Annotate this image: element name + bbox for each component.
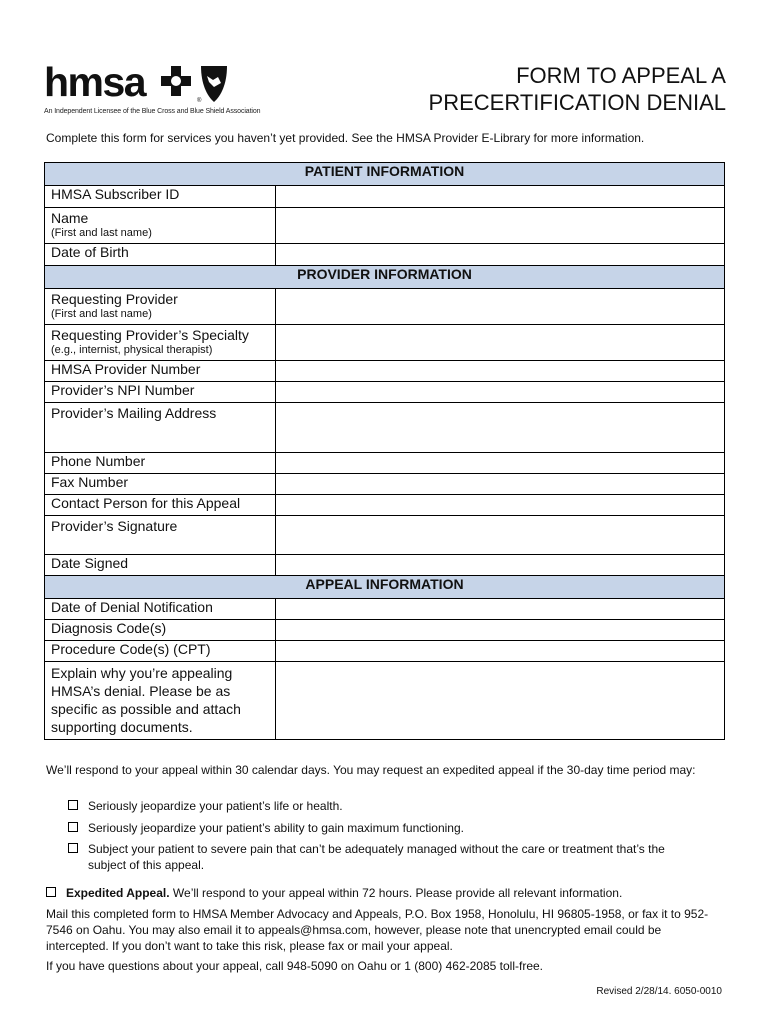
- date-of-birth-field[interactable]: [276, 244, 725, 266]
- appeal-form-table: [44, 162, 725, 740]
- condition-item: [68, 798, 708, 814]
- label-text: Requesting Provider’s Specialty: [51, 327, 249, 343]
- label-text: HMSA Provider Number: [51, 361, 201, 377]
- label-text: Phone Number: [51, 453, 146, 469]
- condition-text: Seriously jeopardize your patient’s ability to gain maximum functioning.: [88, 821, 464, 835]
- row-label: [45, 641, 276, 662]
- label-text: Provider’s Mailing Address: [51, 405, 217, 421]
- table-row: [45, 325, 725, 361]
- table-row: [45, 208, 725, 244]
- blue-cross-blue-shield-icon: [159, 64, 234, 106]
- revision-note: Revised 2/28/14. 6050-0010: [596, 986, 722, 997]
- row-label: [45, 289, 276, 325]
- section-header-patient: [45, 163, 725, 186]
- table-row: [45, 244, 725, 266]
- condition-item: [68, 841, 708, 873]
- condition-text: Subject your patient to severe pain that can’t be adequately managed without the care or treatment that’s the subject of this appeal.: [88, 842, 665, 872]
- procedure-codes-field[interactable]: [276, 641, 725, 662]
- patient-name-field[interactable]: [276, 208, 725, 244]
- expedited-text: We’ll respond to your appeal within 72 hours. Please provide all relevant information.: [169, 886, 623, 900]
- table-row: [45, 186, 725, 208]
- expedited-appeal: [46, 885, 726, 901]
- npi-number-field[interactable]: [276, 382, 725, 403]
- label-text: Name: [51, 210, 89, 226]
- section-header-appeal: [45, 576, 725, 599]
- row-label: [45, 244, 276, 266]
- label-text: Fax Number: [51, 474, 129, 490]
- label-text: Explain why you’re appealing HMSA’s denial. Please be as specific as possible and attach supporting documents.: [51, 665, 241, 735]
- appeal-explanation-field[interactable]: [276, 662, 725, 740]
- checkbox-life-health[interactable]: [68, 800, 78, 810]
- row-label: [45, 516, 276, 555]
- contact-person-field[interactable]: [276, 495, 725, 516]
- row-label: [45, 662, 276, 740]
- section-header-provider: [45, 266, 725, 289]
- row-label: [45, 555, 276, 576]
- label-text: HMSA Subscriber ID: [51, 186, 180, 202]
- label-subtext: (First and last name): [51, 227, 152, 239]
- svg-text:®: ®: [197, 98, 202, 104]
- table-row: [45, 361, 725, 382]
- condition-text: Seriously jeopardize your patient’s life or health.: [88, 799, 343, 813]
- label-subtext: (First and last name): [51, 308, 152, 320]
- table-row: [45, 662, 725, 740]
- fax-number-field[interactable]: [276, 474, 725, 495]
- subscriber-id-field[interactable]: [276, 186, 725, 208]
- label-text: Date Signed: [51, 555, 129, 571]
- section-title: PATIENT INFORMATION: [45, 163, 725, 186]
- label-text: Requesting Provider: [51, 291, 178, 307]
- title-line-2: PRECERTIFICATION DENIAL: [428, 90, 726, 115]
- label-text: Date of Birth: [51, 244, 129, 260]
- section-title: PROVIDER INFORMATION: [45, 266, 725, 289]
- table-row: [45, 641, 725, 662]
- respond-text: We’ll respond to your appeal within 30 calendar days. You may request an expedited appeal if the 30-day time period may:: [46, 763, 696, 777]
- checkbox-maximum-functioning[interactable]: [68, 822, 78, 832]
- row-label: [45, 620, 276, 641]
- table-row: [45, 289, 725, 325]
- form-title: [429, 62, 726, 116]
- row-label: [45, 403, 276, 453]
- label-text: Contact Person for this Appeal: [51, 495, 241, 511]
- row-label: [45, 208, 276, 244]
- condition-item: [68, 820, 708, 836]
- checkbox-expedited-appeal[interactable]: [46, 887, 56, 897]
- mail-instructions: Mail this completed form to HMSA Member Advocacy and Appeals, P.O. Box 1958, Honolulu, HI 96805-1958, or fax it to 952-7546 on Oahu. You may also email it to appeals@hmsa.com, however, please note that unencrypted email could be intercepted. If you don’t want to take this risk, please fax or mail your appeal.: [46, 907, 709, 953]
- intro-text: Complete this form for services you haven’t yet provided. See the HMSA Provider E-Library for more information.: [46, 131, 645, 145]
- table-row: [45, 599, 725, 620]
- denial-notification-date-field[interactable]: [276, 599, 725, 620]
- title-line-1: FORM TO APPEAL A: [516, 63, 726, 88]
- requesting-provider-field[interactable]: [276, 289, 725, 325]
- label-text: Provider’s Signature: [51, 518, 178, 534]
- row-label: [45, 474, 276, 495]
- provider-number-field[interactable]: [276, 361, 725, 382]
- label-text: Date of Denial Notification: [51, 599, 213, 615]
- table-row: [45, 382, 725, 403]
- table-row: [45, 474, 725, 495]
- date-signed-field[interactable]: [276, 555, 725, 576]
- logo-tagline: An Independent Licensee of the Blue Cross and Blue Shield Association: [44, 108, 261, 115]
- checkbox-severe-pain[interactable]: [68, 843, 78, 853]
- row-label: [45, 453, 276, 474]
- section-title: APPEAL INFORMATION: [45, 576, 725, 599]
- table-row: [45, 453, 725, 474]
- table-row: [45, 495, 725, 516]
- row-label: [45, 361, 276, 382]
- row-label: [45, 495, 276, 516]
- row-label: [45, 186, 276, 208]
- table-row: [45, 620, 725, 641]
- row-label: [45, 382, 276, 403]
- mailing-address-field[interactable]: [276, 403, 725, 453]
- table-row: [45, 555, 725, 576]
- row-label: [45, 325, 276, 361]
- diagnosis-codes-field[interactable]: [276, 620, 725, 641]
- table-row: [45, 516, 725, 555]
- questions-text: If you have questions about your appeal, call 948-5090 on Oahu or 1 (800) 462-2085 toll-free.: [46, 959, 543, 973]
- label-text: Provider’s NPI Number: [51, 382, 195, 398]
- provider-specialty-field[interactable]: [276, 325, 725, 361]
- label-text: Diagnosis Code(s): [51, 620, 167, 636]
- label-text: Procedure Code(s) (CPT): [51, 641, 211, 657]
- provider-signature-field[interactable]: [276, 516, 725, 555]
- phone-number-field[interactable]: [276, 453, 725, 474]
- table-row: [45, 403, 725, 453]
- expedited-label: Expedited Appeal.: [66, 886, 170, 900]
- label-subtext: (e.g., internist, physical therapist): [51, 344, 213, 356]
- logo-wordmark: hmsa: [44, 59, 146, 105]
- hmsa-logo: [44, 59, 261, 122]
- row-label: [45, 599, 276, 620]
